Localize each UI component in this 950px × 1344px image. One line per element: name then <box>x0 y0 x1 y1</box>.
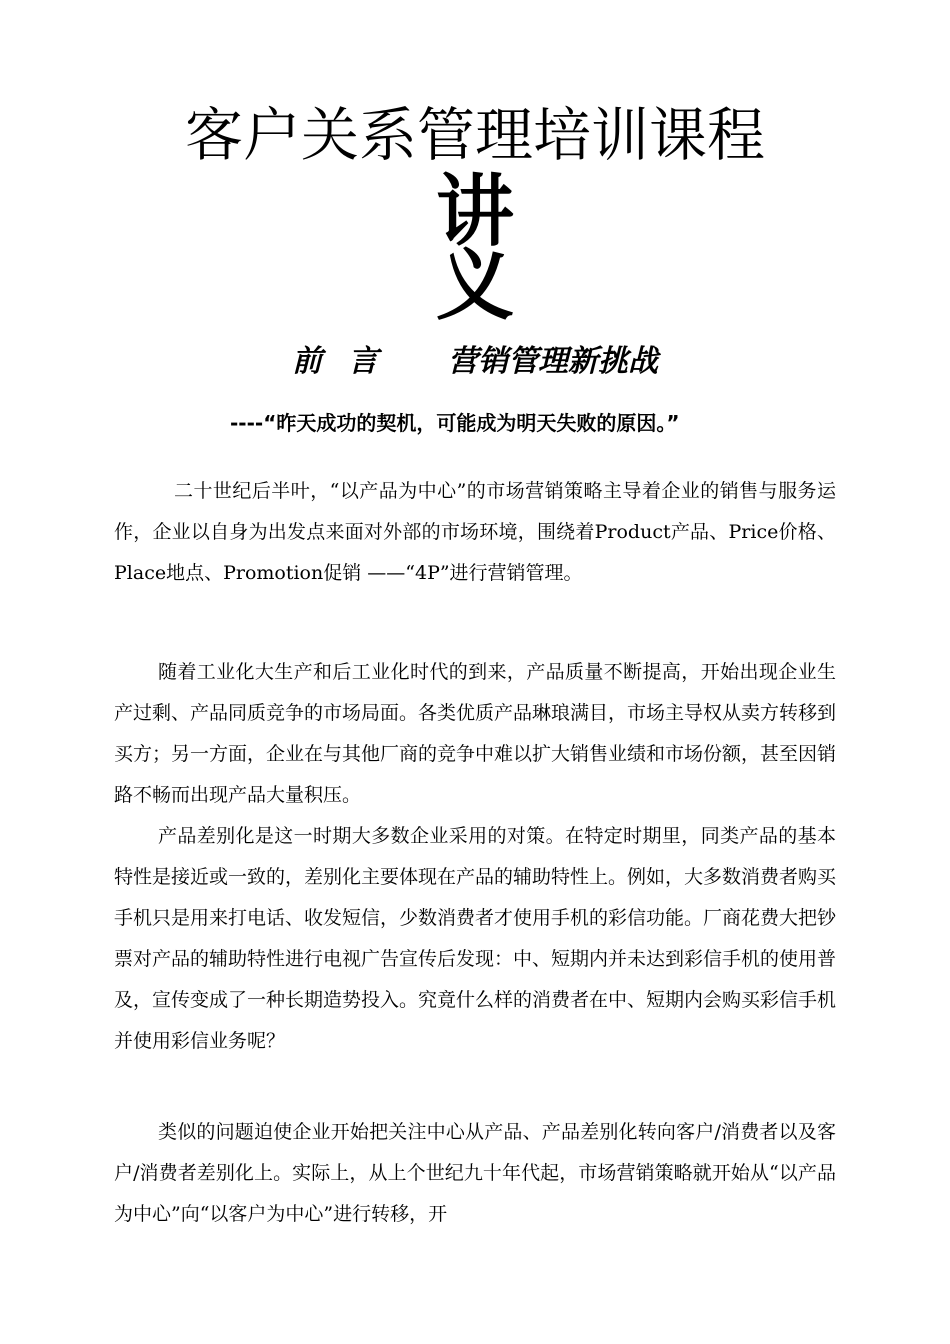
paragraph-3: 产品差别化是这一时期大多数企业采用的对策。在特定时期里，同类产品的基本特性是接近或一致的，差别化主要体现在产品的辅助特性上。例如，大多数消费者购买手机只是用来打电话、收发短信，少数消费者才使用手机的彩信功能。厂商花费大把钞票对产品的辅助特性进行电视广告宣传后发现：中、短期内并未达到彩信手机的使用普及，宣传变成了一种长期造势投入。究竟什么样的消费者在中、短期内会购买彩信手机并使用彩信业务呢？ <box>114 825 837 1052</box>
paragraph-4: 类似的问题迫使企业开始把关注中心从产品、产品差别化转向客户/消费者以及客户/消费者差别化上。实际上，从上个世纪九十年代起，市场营销策略就开始从“以产品为中心”向“以客户为中心”进行转移，开 <box>114 1121 836 1225</box>
paragraph-block-2 <box>114 652 836 1062</box>
paragraph-block-1 <box>114 471 836 594</box>
epigraph-quote: ----“昨天成功的契机，可能成为明天失败的原因。” <box>230 411 680 435</box>
document-title: 客户关系管理培训课程 <box>184 101 765 169</box>
paragraph-1: 二十世纪后半叶，“以产品为中心”的市场营销策略主导着企业的销售与服务运作，企业以自身为出发点来面对外部的市场环境，围绕着Product产品、Price价格、Place地点、Promotion促销 ——“4P”进行营销管理。 <box>114 480 836 584</box>
document-title-char-2: 义 <box>435 241 514 331</box>
paragraph-block-3 <box>114 1112 836 1235</box>
document-title-char-1: 讲 <box>435 167 514 257</box>
preface-heading <box>0 340 950 384</box>
preface-label-char-1: 前 <box>292 344 322 379</box>
paragraph-2: 随着工业化大生产和后工业化时代的到来，产品质量不断提高，开始出现企业生产过剩、产品同质竞争的市场局面。各类优质产品琳琅满目，市场主导权从卖方转移到买方；另一方面，企业在与其他厂商的竞争中难以扩大销售业绩和市场份额，甚至因销路不畅而出现产品大量积压。 <box>114 661 837 806</box>
preface-label-char-2: 言 <box>348 344 378 379</box>
preface-heading-text: 营销管理新挑战 <box>448 344 658 379</box>
